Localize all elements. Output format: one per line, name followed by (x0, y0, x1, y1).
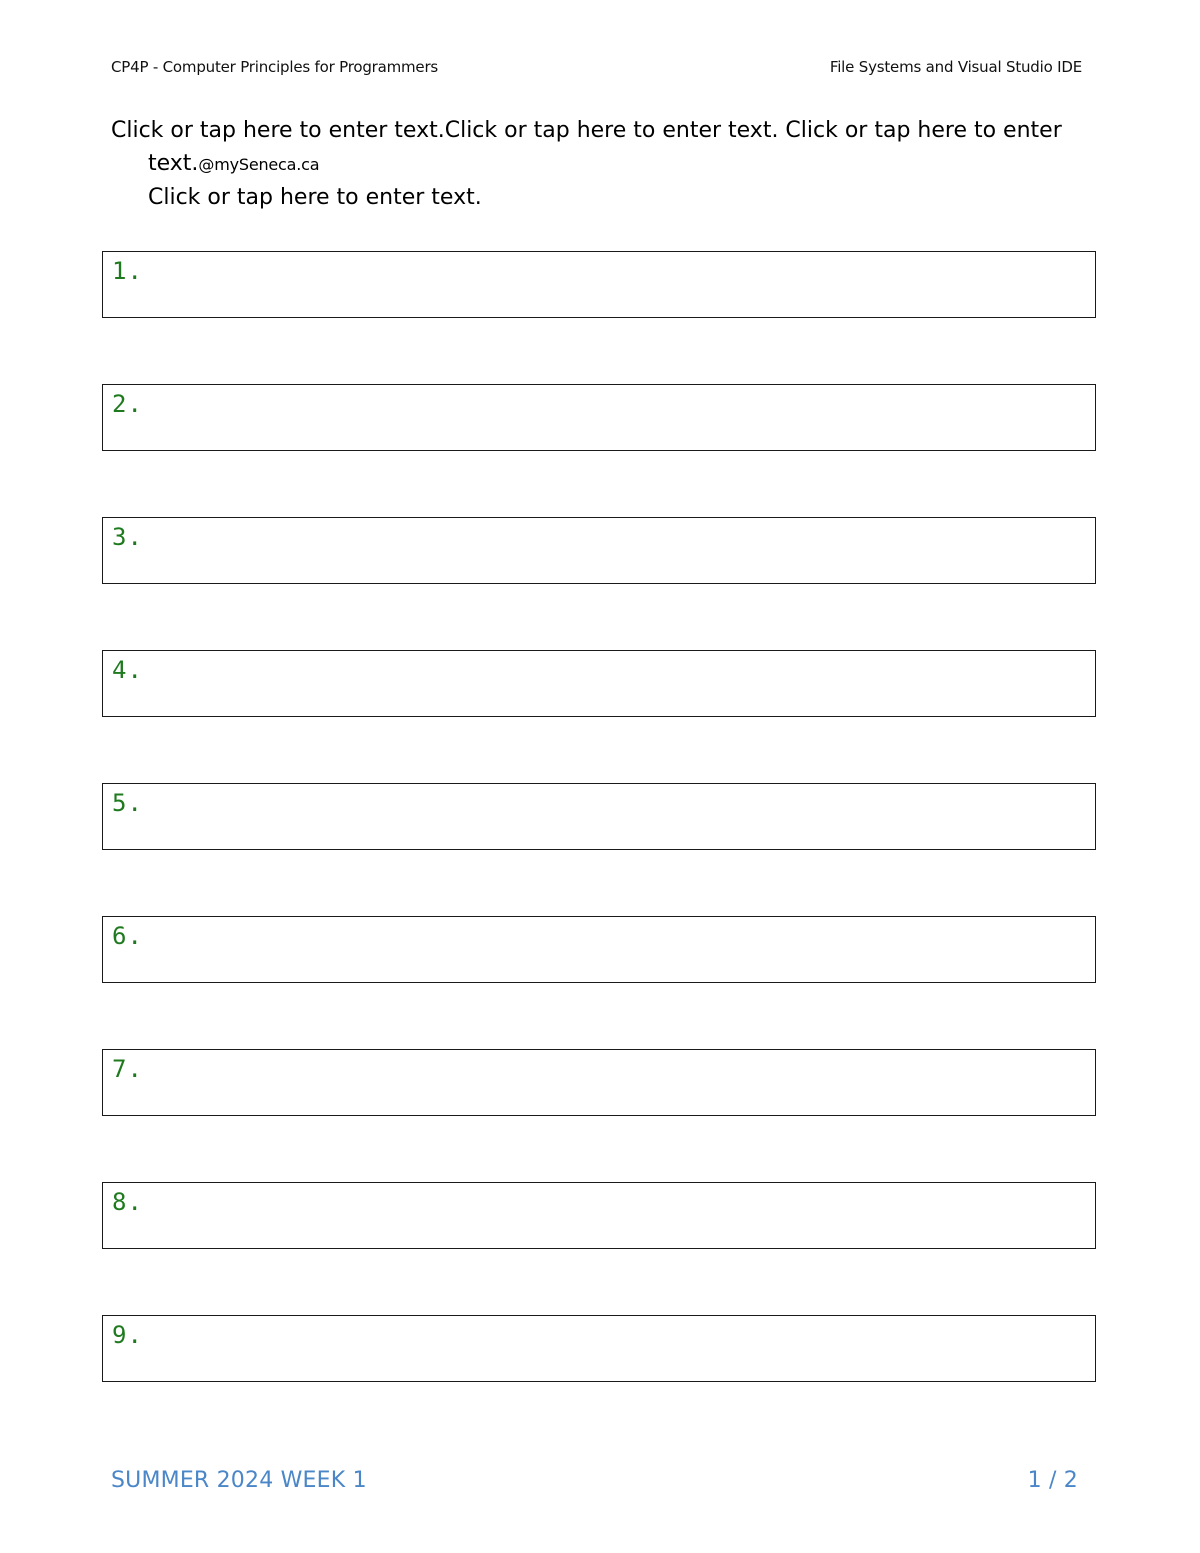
student-id-field-continued[interactable]: text. (148, 151, 199, 176)
answer-box-4[interactable] (102, 650, 1096, 717)
answer-box-1[interactable] (102, 251, 1096, 318)
answer-box-5[interactable] (102, 783, 1096, 850)
answer-number: 2. (112, 390, 143, 418)
footer-term: SUMMER 2024 WEEK 1 (111, 1468, 367, 1493)
answer-box-7[interactable] (102, 1049, 1096, 1116)
answer-box-8[interactable] (102, 1182, 1096, 1249)
answer-box-9[interactable] (102, 1315, 1096, 1382)
answer-box-2[interactable] (102, 384, 1096, 451)
answer-number: 4. (112, 656, 143, 684)
email-suffix: @mySeneca.ca (198, 155, 320, 174)
answer-box-3[interactable] (102, 517, 1096, 584)
student-info-line-2 (111, 147, 1091, 181)
answer-number: 3. (112, 523, 143, 551)
document-topic: File Systems and Visual Studio IDE (829, 58, 1082, 76)
first-name-field[interactable]: Click or tap here to enter text. (111, 118, 445, 143)
answer-number: 1. (112, 257, 143, 285)
student-info-line-3 (111, 181, 1091, 214)
student-info-line-1 (111, 114, 1091, 147)
answer-box-6[interactable] (102, 916, 1096, 983)
answer-number: 6. (112, 922, 143, 950)
page-number: 1 / 2 (1027, 1468, 1078, 1493)
student-info (111, 114, 1091, 214)
course-title: CP4P - Computer Principles for Programmers (111, 58, 439, 76)
last-name-field[interactable]: Click or tap here to enter text. (444, 118, 779, 143)
answer-number: 5. (112, 789, 143, 817)
answer-number: 8. (112, 1188, 143, 1216)
student-id-field[interactable]: Click or tap here to enter (778, 118, 1062, 143)
date-field[interactable]: Click or tap here to enter text. (148, 185, 482, 210)
answer-number: 7. (112, 1055, 143, 1083)
answer-number: 9. (112, 1321, 143, 1349)
